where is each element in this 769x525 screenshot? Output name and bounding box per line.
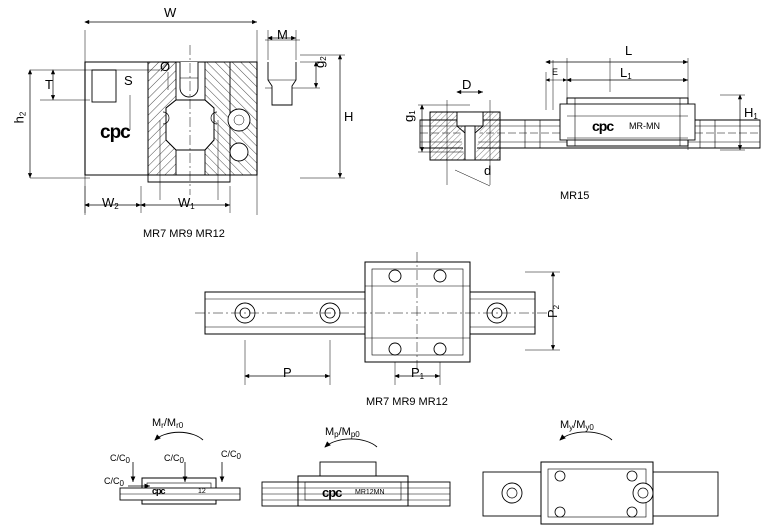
dim-label-P: P (283, 365, 292, 380)
dim-label-g1: $g_1$ (401, 110, 417, 122)
load-label-c-c0-left: C/C0 (104, 476, 124, 488)
dim-label-S: S (124, 73, 133, 88)
moment-label-pitch: $M_p/M_{p0}$ (325, 426, 360, 439)
caption-section-view: MR7 MR9 MR12 (143, 228, 225, 240)
caption-top-view: MR7 MR9 MR12 (366, 396, 448, 408)
dim-label-W2: $W_2$ (102, 195, 119, 211)
dim-label-h2: $h_2$ (11, 111, 28, 124)
dim-label-L: L (625, 43, 633, 58)
block-model-roll: 12 (198, 488, 206, 495)
dim-label-W1: $W_1$ (178, 195, 195, 211)
dim-label-d: d (484, 163, 492, 178)
block-model-side: MR-MN (629, 121, 660, 131)
moment-label-yaw: $M_y/M_{y0}$ (560, 419, 594, 432)
brand-logo-side: cpc (592, 118, 614, 134)
dim-label-P2: $P_2$ (545, 304, 561, 318)
brand-logo-section: cpc (100, 122, 130, 143)
moment-label-roll: $M_r/M_{r0}$ (152, 417, 184, 430)
dim-label-H: H (344, 109, 354, 124)
dim-label-L1: $L_1$ (620, 65, 632, 81)
load-label-c-c0-up1: C/C0 (110, 453, 130, 465)
brand-logo-pitch: cpc (322, 485, 342, 500)
dim-label-H1: $H_1$ (744, 105, 758, 121)
block-model-pitch: MR12MN (355, 489, 385, 496)
caption-side-view: MR15 (560, 190, 590, 202)
dim-label-diameter: Ø (160, 59, 171, 74)
dim-label-g2: $g_2$ (312, 56, 328, 68)
load-label-c-c0-up3: C/C0 (221, 449, 241, 461)
dim-label-M: M (277, 27, 288, 42)
dim-label-T: T (45, 77, 53, 92)
brand-logo-roll: cpc (152, 486, 165, 496)
dim-label-E: E (552, 67, 559, 77)
dim-label-D: D (462, 77, 472, 92)
dim-label-W: W (164, 5, 177, 20)
load-label-c-c0-up2: C/C0 (164, 453, 184, 465)
dim-label-P1: $P_1$ (411, 365, 425, 381)
